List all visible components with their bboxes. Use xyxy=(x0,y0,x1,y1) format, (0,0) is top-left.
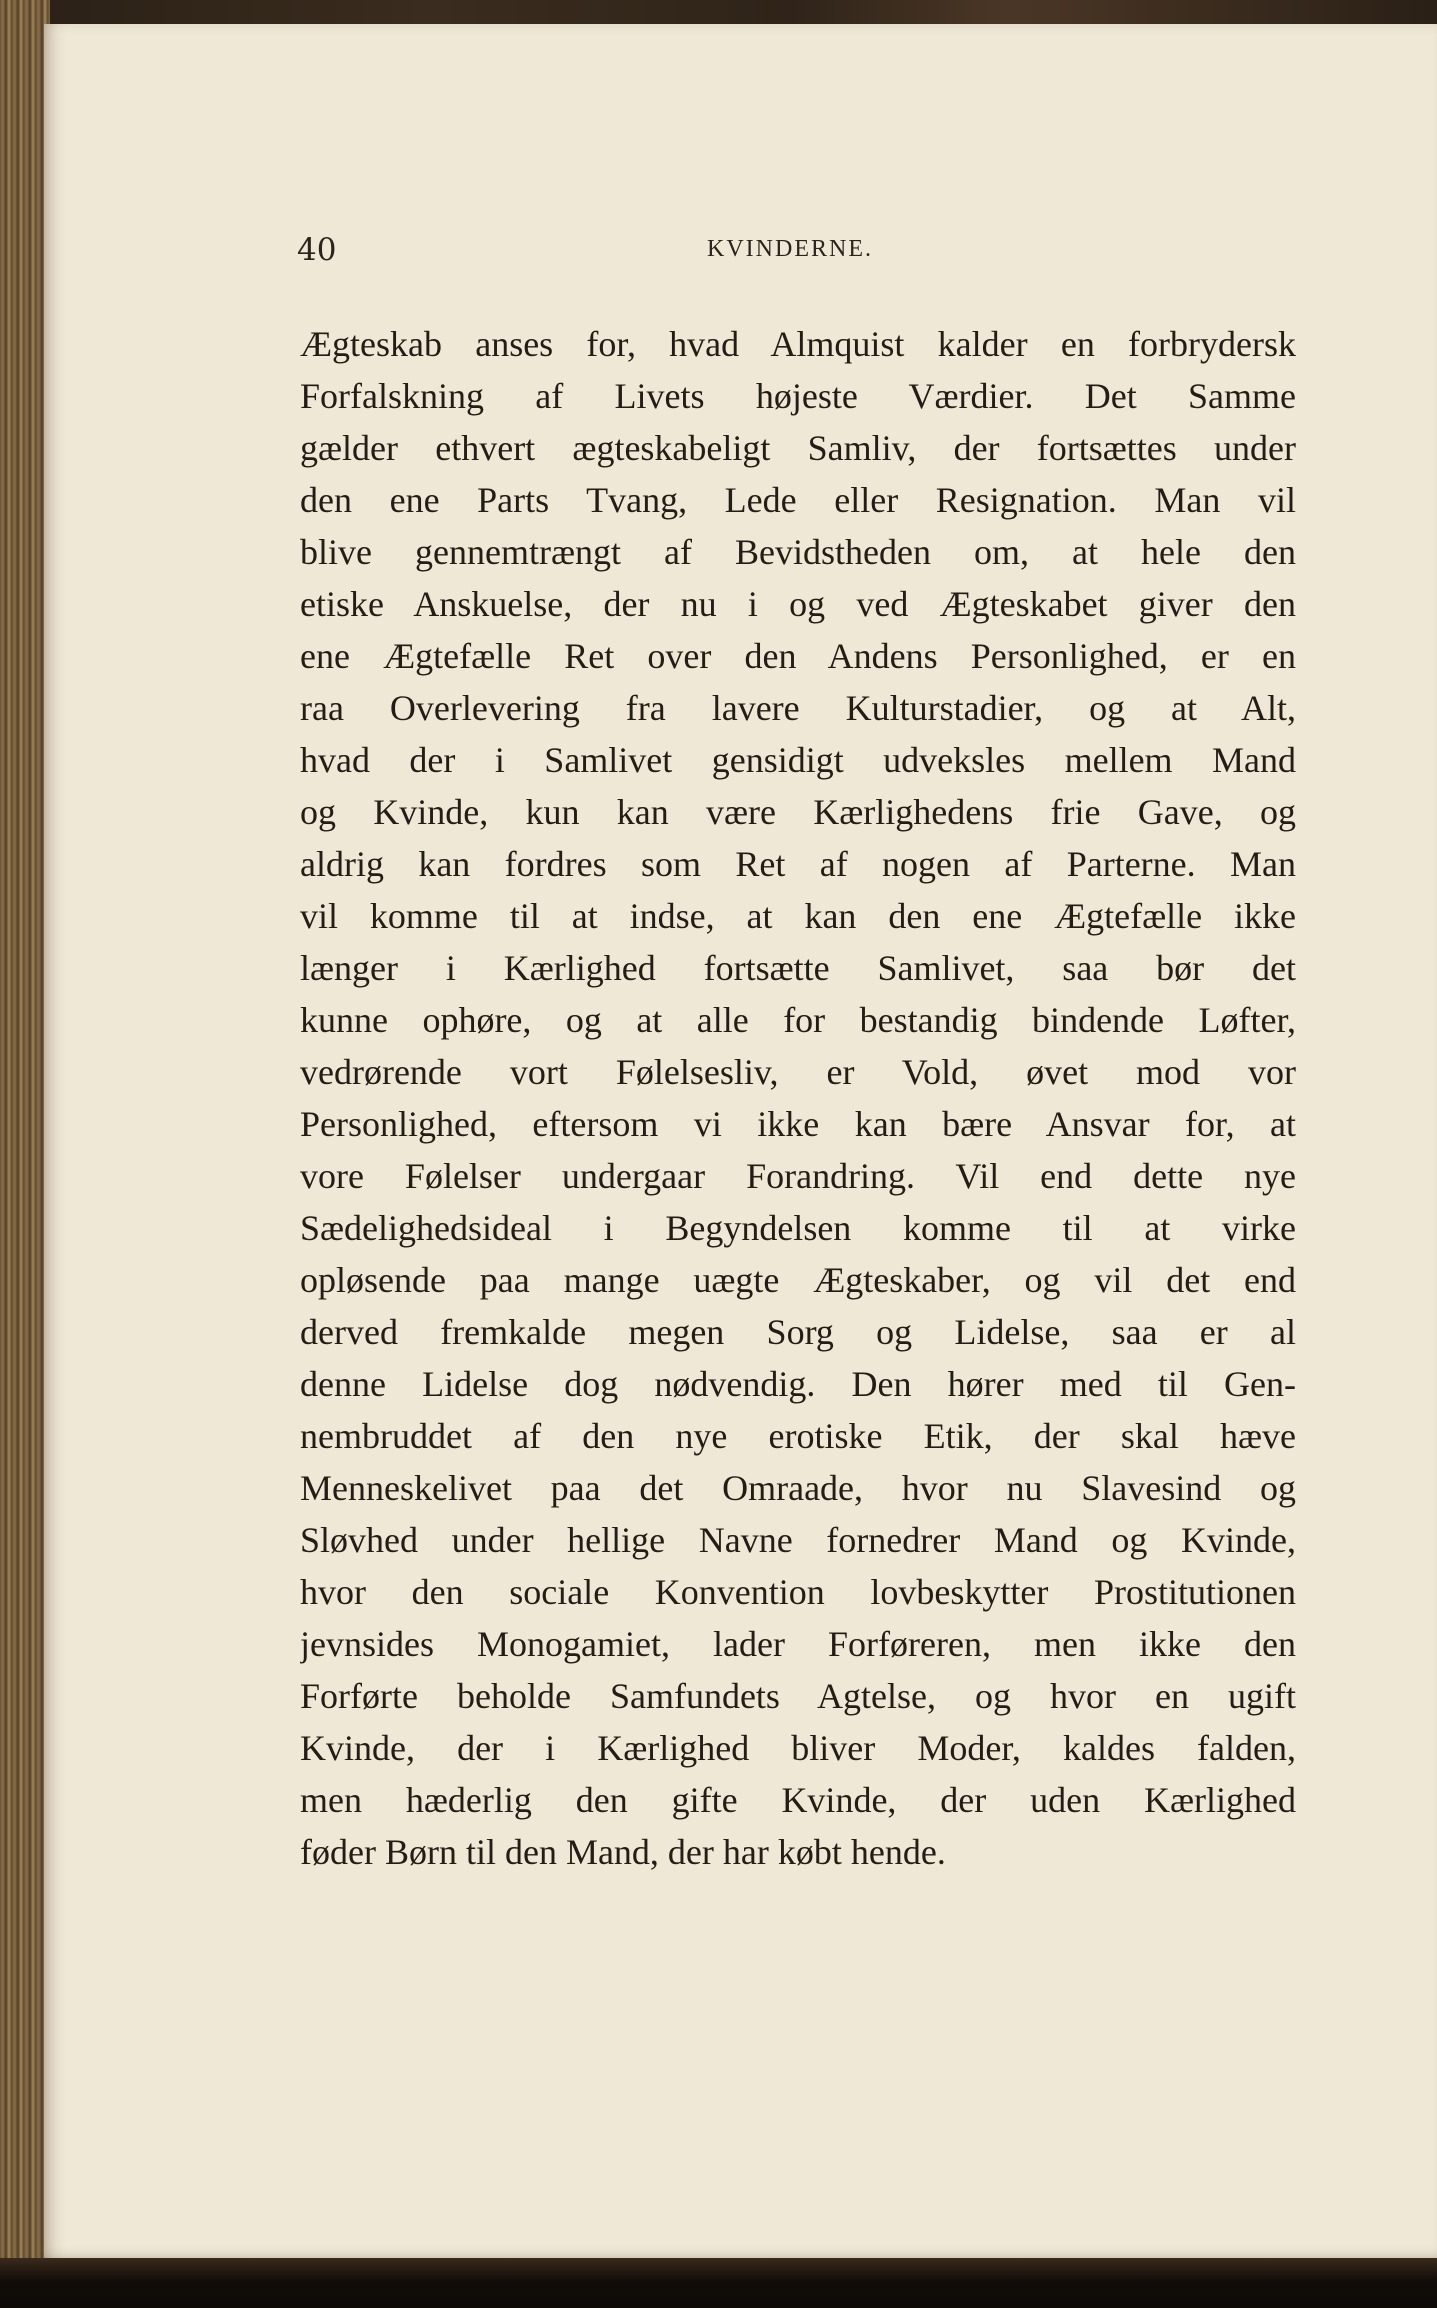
text-line: vedrørende vort Følelsesliv, er Vold, øvet mod vor xyxy=(300,1052,1296,1092)
text-line: Personlighed, eftersom vi ikke kan bære Ansvar for, at xyxy=(300,1104,1296,1144)
bottom-edge xyxy=(0,2258,1437,2308)
text-line: Kvinde, der i Kærlighed bliver Moder, kaldes falden, xyxy=(300,1728,1296,1768)
text-line: aldrig kan fordres som Ret af nogen af Parterne. Man xyxy=(300,844,1296,884)
text-line: Forfalskning af Livets højeste Værdier. Det Samme xyxy=(300,376,1296,416)
book-binding xyxy=(0,0,50,2270)
text-line: hvor den sociale Konvention lovbeskytter Prostitutionen xyxy=(300,1572,1296,1612)
text-line: derved fremkalde megen Sorg og Lidelse, saa er al xyxy=(300,1312,1296,1352)
body-text xyxy=(300,318,1296,1878)
page-number: 40 xyxy=(297,232,337,268)
text-line: kunne ophøre, og at alle for bestandig bindende Løfter, xyxy=(300,1000,1296,1040)
text-line: opløsende paa mange uægte Ægteskaber, og vil det end xyxy=(300,1260,1296,1300)
text-line: længer i Kærlighed fortsætte Samlivet, saa bør det xyxy=(300,948,1296,988)
text-line: etiske Anskuelse, der nu i og ved Ægteskabet giver den xyxy=(300,584,1296,624)
text-line: nembruddet af den nye erotiske Etik, der skal hæve xyxy=(300,1416,1296,1456)
text-line: Sædelighedsideal i Begyndelsen komme til at virke xyxy=(300,1208,1296,1248)
text-line: jevnsides Monogamiet, lader Forføreren, men ikke den xyxy=(300,1624,1296,1664)
text-line-last: føder Børn til den Mand, der har købt hende. xyxy=(300,1832,946,1872)
text-line: Forførte beholde Samfundets Agtelse, og hvor en ugift xyxy=(300,1676,1296,1716)
running-head: KVINDERNE. xyxy=(707,236,873,262)
text-line: og Kvinde, kun kan være Kærlighedens frie Gave, og xyxy=(300,792,1296,832)
text-line: den ene Parts Tvang, Lede eller Resignation. Man vil xyxy=(300,480,1296,520)
text-line: Menneskelivet paa det Omraade, hvor nu Slavesind og xyxy=(300,1468,1296,1508)
text-line: Ægteskab anses for, hvad Almquist kalder en forbrydersk xyxy=(300,324,1296,364)
text-line: men hæderlig den gifte Kvinde, der uden Kærlighed xyxy=(300,1780,1296,1820)
text-line: hvad der i Samlivet gensidigt udveksles mellem Mand xyxy=(300,740,1296,780)
text-line: vore Følelser undergaar Forandring. Vil end dette nye xyxy=(300,1156,1296,1196)
text-line: gælder ethvert ægteskabeligt Samliv, der fortsættes under xyxy=(300,428,1296,468)
text-line: ene Ægtefælle Ret over den Andens Personlighed, er en xyxy=(300,636,1296,676)
text-line: denne Lidelse dog nødvendig. Den hører med til Gen- xyxy=(300,1364,1296,1404)
text-line: raa Overlevering fra lavere Kulturstadier, og at Alt, xyxy=(300,688,1296,728)
text-line: blive gennemtrængt af Bevidstheden om, at hele den xyxy=(300,532,1296,572)
text-line: Sløvhed under hellige Navne fornedrer Mand og Kvinde, xyxy=(300,1520,1296,1560)
text-line: vil komme til at indse, at kan den ene Ægtefælle ikke xyxy=(300,896,1296,936)
